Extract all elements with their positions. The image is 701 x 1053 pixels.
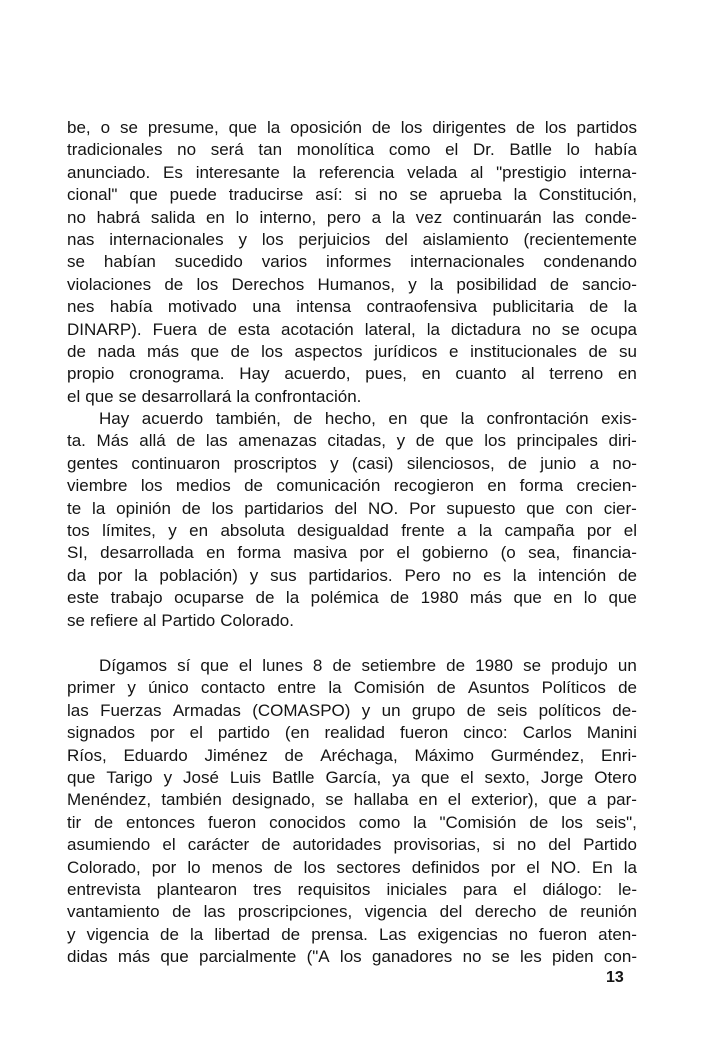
text-line: ta. Más allá de las amenazas citadas, y de que los principales diri- (67, 431, 637, 451)
text-line: didas más que parcialmente ("A los ganadores no se les piden con- (67, 947, 637, 967)
text-line: de nada más que de los aspectos jurídicos e institucionales de su (67, 341, 637, 361)
text-line: viembre los medios de comunicación recogieron en forma crecien- (67, 476, 637, 496)
text-line: Dígamos sí que el lunes 8 de setiembre de 1980 se produjo un (99, 655, 637, 675)
text-line: las Fuerzas Armadas (COMASPO) y un grupo de seis políticos de- (67, 700, 637, 720)
page-text-block (67, 117, 637, 968)
text-line: el que se desarrollará la confrontación. (67, 386, 362, 406)
text-line: te la opinión de los partidarios del NO. Por supuesto que con cier- (67, 498, 637, 518)
text-line: propio cronograma. Hay acuerdo, pues, en cuanto al terreno en (67, 364, 637, 384)
paragraph-gap (67, 632, 637, 655)
text-line: gentes continuaron proscriptos y (casi) silenciosos, de junio a no- (67, 453, 637, 473)
text-line: este trabajo ocuparse de la polémica de 1980 más que en lo que (67, 588, 637, 608)
text-line: Hay acuerdo también, de hecho, en que la confrontación exis- (99, 409, 637, 429)
text-line: Ríos, Eduardo Jiménez de Aréchaga, Máximo Gurméndez, Enri- (67, 745, 637, 765)
text-line: violaciones de los Derechos Humanos, y la posibilidad de sancio- (67, 274, 637, 294)
text-line: no habrá salida en lo interno, pero a la vez continuarán las conde- (67, 207, 637, 227)
text-line: SI, desarrollada en forma masiva por el gobierno (o sea, financia- (67, 543, 637, 563)
text-line: que Tarigo y José Luis Batlle García, ya que el sexto, Jorge Otero (67, 767, 637, 787)
page-number: 13 (606, 969, 624, 986)
text-line: tradicionales no será tan monolítica como el Dr. Batlle lo había (67, 140, 637, 160)
text-line: entrevista plantearon tres requisitos iniciales para el diálogo: le- (67, 879, 637, 899)
text-line: primer y único contacto entre la Comisión de Asuntos Políticos de (67, 678, 637, 698)
text-line: da por la población) y sus partidarios. Pero no es la intención de (67, 565, 637, 585)
text-line: y vigencia de la libertad de prensa. Las exigencias no fueron aten- (67, 924, 637, 944)
text-line: tir de entonces fueron conocidos como la "Comisión de los seis", (67, 812, 637, 832)
text-line: se habían sucedido varios informes internacionales condenando (67, 252, 637, 272)
text-line: cional" que puede traducirse así: si no se aprueba la Constitución, (67, 185, 637, 205)
text-line: tos límites, y en absoluta desigualdad frente a la campaña por el (67, 521, 637, 541)
text-line: DINARP). Fuera de esta acotación lateral, la dictadura no se ocupa (67, 319, 637, 339)
paragraph (67, 655, 637, 968)
text-line: nes había motivado una intensa contraofensiva publicitaria de la (67, 297, 637, 317)
text-line: anunciado. Es interesante la referencia velada al "prestigio interna- (67, 162, 637, 182)
text-line: Colorado, por lo menos de los sectores definidos por el NO. En la (67, 857, 637, 877)
text-line: se refiere al Partido Colorado. (67, 610, 294, 630)
paragraph (67, 408, 637, 632)
text-line: be, o se presume, que la oposición de los dirigentes de los partidos (67, 118, 637, 137)
text-line: asumiendo el carácter de autoridades provisorias, si no del Partido (67, 835, 637, 855)
text-line: vantamiento de las proscripciones, vigencia del derecho de reunión (67, 902, 637, 922)
paragraph (67, 117, 637, 408)
text-line: Menéndez, también designado, se hallaba en el exterior), que a par- (67, 790, 637, 810)
text-line: signados por el partido (en realidad fueron cinco: Carlos Manini (67, 723, 637, 743)
text-line: nas internacionales y los perjuicios del aislamiento (recientemente (67, 229, 637, 249)
